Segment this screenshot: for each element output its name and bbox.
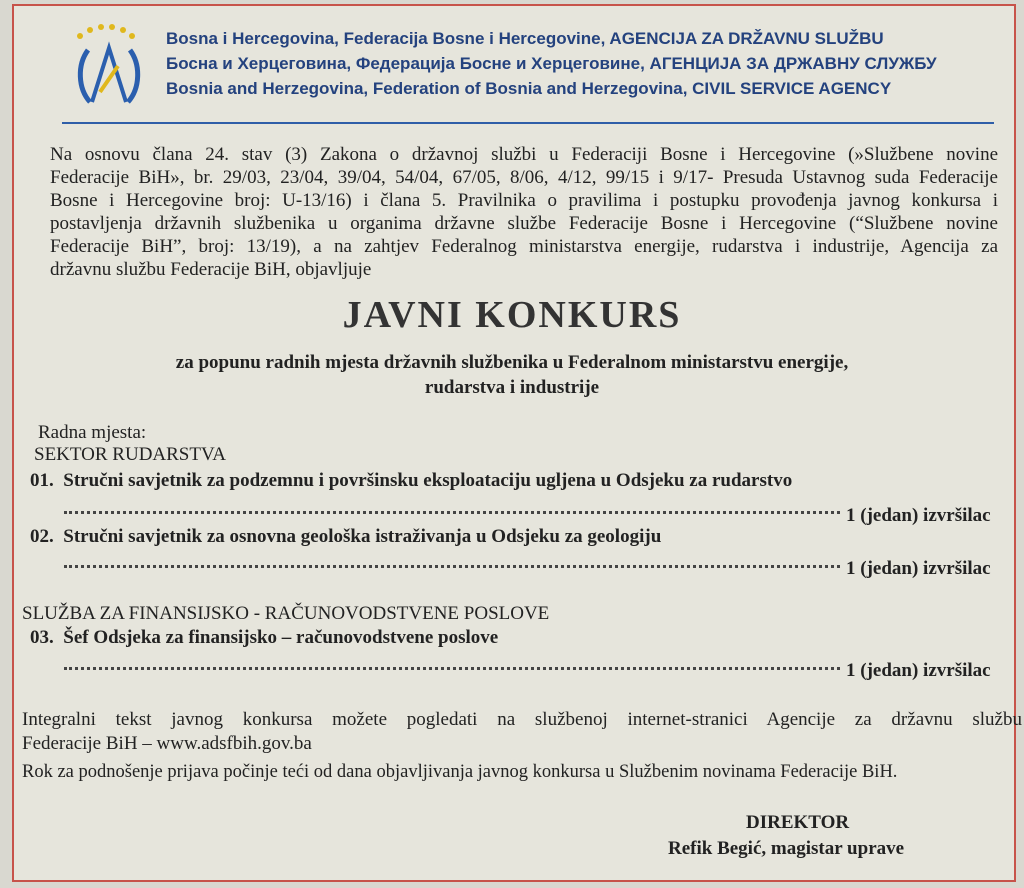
signature-role: DIREKTOR <box>746 812 850 833</box>
position-executors: 1 (jedan) izvršilac <box>846 505 991 526</box>
intro-line: Federacije BiH», br. 29/03, 23/04, 39/04, 54/04, 67/05, 8/06, 4/12, 99/15 i 9/17- Presuda Ustavnog suda Federacije <box>50 167 998 188</box>
agency-name-english: Bosnia and Herzegovina, Federation of Bosnia and Herzegovina, CIVIL SERVICE AGENCY <box>166 79 892 98</box>
agency-logo-icon <box>64 22 154 115</box>
signature-name: Refik Begić, magistar uprave <box>668 838 905 859</box>
position-title: Šef Odsjeka za finansijsko – računovodstvene poslove <box>63 627 499 648</box>
intro-line: postavljenja državnih službenika u organima državne službe Federacije Bosne i Hercegovine (“Službene novine <box>50 213 998 234</box>
position-item <box>30 627 498 649</box>
subtitle-line: za popunu radnih mjesta državnih službenika u Federalnom ministarstvu energije, <box>175 352 849 373</box>
intro-line: državnu službu Federacije BiH, objavljuje <box>50 259 372 280</box>
notice-subtitle <box>0 350 1024 400</box>
intro-line: Na osnovu člana 24. stav (3) Zakona o državnoj službi u Federaciji Bosne i Hercegovine (»Službene novine <box>50 144 998 165</box>
dotted-leader <box>64 565 840 568</box>
footer-text: Rok za podnošenje prijava počinje teći od dana objavljivanja javnog konkursa u Službenim novinama Federacije BiH. <box>22 762 898 782</box>
subtitle-line: rudarstva i industrije <box>424 377 600 398</box>
position-item <box>30 470 792 492</box>
position-number: 02. <box>30 526 54 547</box>
position-executors: 1 (jedan) izvršilac <box>846 558 991 579</box>
intro-line: Federacije BiH”, broj: 13/19), a na zahtjev Federalnog ministarstva energije, rudarstva i industrije, Agencija za <box>50 236 998 257</box>
intro-line: Bosne i Hercegovine broj: U-13/16) i člana 5. Pravilnika o pravilima i postupku provođenja javnog konkursa i <box>50 190 998 211</box>
dotted-leader <box>64 667 840 670</box>
positions-label: Radna mjesta: <box>38 422 147 443</box>
sector-name: SEKTOR RUDARSTVA <box>34 444 226 465</box>
notice-title: JAVNI KONKURS <box>342 294 682 336</box>
dotted-leader <box>64 511 840 514</box>
position-number: 01. <box>30 470 54 491</box>
position-number: 03. <box>30 627 54 648</box>
agency-name-cyrillic: Босна и Херцеговина, Федерација Босне и Херцеговине, АГЕНЦИЈА ЗА ДРЖАВНУ СЛУЖБУ <box>166 54 937 73</box>
header-divider <box>62 122 994 124</box>
sector-name: SLUŽBA ZA FINANSIJSKO - RAČUNOVODSTVENE POSLOVE <box>22 603 550 624</box>
intro-paragraph <box>50 143 998 281</box>
footer-text: Federacije BiH – www.adsfbih.gov.ba <box>22 733 312 754</box>
position-item <box>30 526 661 548</box>
position-title: Stručni savjetnik za podzemnu i površinsku eksploataciju ugljena u Odsjeku za rudarstvo <box>63 470 793 491</box>
agency-name-latin: Bosna i Hercegovina, Federacija Bosne i Hercegovine, AGENCIJA ZA DRŽAVNU SLUŽBU <box>166 29 884 48</box>
agency-header <box>166 26 937 101</box>
footer-text: Integralni tekst javnog konkursa možete pogledati na službenoj internet-stranici Agencije za državnu službu <box>22 709 1022 730</box>
position-executors: 1 (jedan) izvršilac <box>846 660 991 681</box>
position-title: Stručni savjetnik za osnovna geološka istraživanja u Odsjeku za geologiju <box>63 526 662 547</box>
